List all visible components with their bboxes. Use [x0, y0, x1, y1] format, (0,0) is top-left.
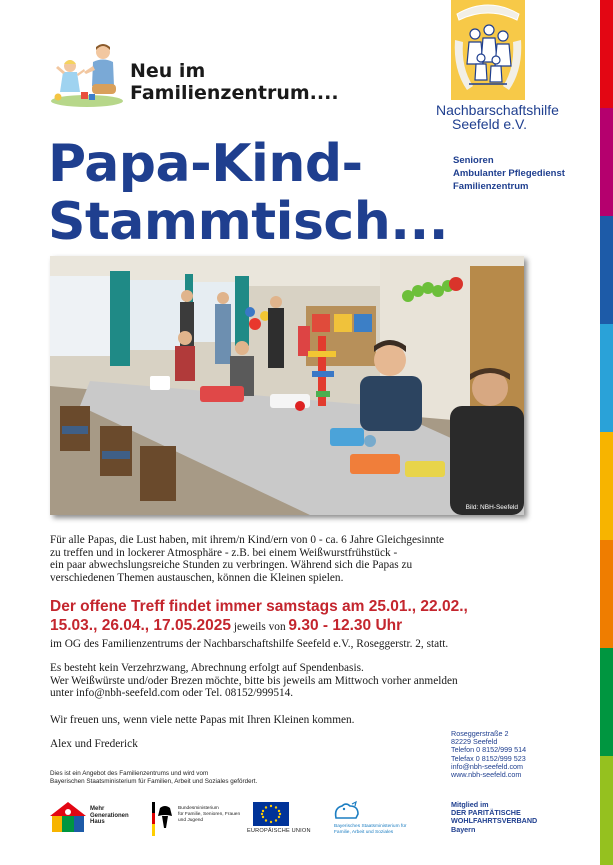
bmfsfj-line: und Jugend [178, 818, 204, 823]
contact-email: info@nbh-seefeld.com [451, 761, 524, 771]
meeting-dates-line-2 [50, 616, 555, 637]
bayern-line: Familie, Arbeit und Soziales [334, 830, 394, 835]
intro-line-2: Familienzentrum.... [130, 82, 339, 104]
service-item: Ambulanter Pflegedienst [453, 168, 565, 179]
title-line-2: Stammtisch... [48, 192, 449, 252]
mehrgenerationenhaus-logo-icon [48, 800, 88, 836]
bmfsfj-line: Bundesministerium [178, 806, 219, 811]
mgh-word: Mehr [90, 806, 105, 812]
nbh-logo [451, 0, 525, 100]
org-name [436, 103, 586, 131]
event-photo [50, 256, 524, 515]
mgh-logo-text [90, 806, 129, 826]
federal-eagle-icon [152, 802, 174, 836]
org-name-line-1: Nachbarschaftshilfe [436, 102, 559, 118]
photo-credit: Bild: NBH-Seefeld [465, 504, 518, 511]
info-line: Es besteht kein Verzehrzwang, Abrechnung erfolgt auf Spendenbasis. [50, 662, 364, 674]
meeting-dates-part: 15.03., 26.04., 17.05.2025 [50, 617, 231, 634]
meeting-dates-line-1: Der offene Treff findet immer samstags am 25.01., 22.02., [50, 598, 468, 615]
photo-scene [50, 256, 524, 515]
signature: Alex und Frederick [50, 738, 138, 750]
intro-line: verschiedenen Themen austauschen, können die Kleinen spielen. [50, 571, 344, 584]
eu-logo-text: EUROPÄISCHE UNION [247, 828, 311, 834]
contact-line: Telefax 0 8152/999 523 [451, 753, 526, 763]
closing-line: Wir freuen uns, wenn viele nette Papas mit Ihren Kleinen kommen. [50, 714, 355, 726]
info-line: unter info@nbh-seefeld.com oder Tel. 08152/999514. [50, 687, 294, 700]
funding-line: Bayerischen Staatsministerium für Familien, Arbeit und Soziales gefördert. [50, 778, 258, 785]
meeting-dates [50, 597, 555, 637]
member-line: Mitglied im [451, 800, 489, 809]
services-list [453, 154, 603, 193]
intro-line: zu treffen und in lockerer Atmosphäre - z.B. bei einem Weißwurstfrühstück - [50, 546, 398, 559]
org-name-line-2: Seefeld e.V. [452, 116, 527, 132]
title-line-1: Papa-Kind- [48, 134, 363, 194]
bayern-ministry-text [334, 824, 407, 836]
contact-line: Telefon 0 8152/999 514 [451, 745, 527, 755]
eu-flag-icon [253, 802, 289, 826]
intro-paragraph [50, 534, 555, 584]
member-line: Bayern [451, 824, 476, 834]
funding-line: Dies ist ein Angebot des Familienzentrums und wird vom [50, 770, 209, 777]
mgh-word: Generationen [90, 812, 129, 819]
service-item: Senioren [453, 155, 494, 166]
intro-heading [130, 60, 430, 104]
bayern-line: Bayerisches Staatsministerium für [334, 824, 407, 829]
funding-note [50, 770, 350, 786]
meeting-jeweils: jeweils von [231, 621, 289, 633]
intro-line: Für alle Papas, die Lust haben, mit ihrem/n Kind/ern von 0 - ca. 6 Jahre Gleichgesinnte [50, 534, 445, 546]
contact-info [451, 730, 591, 779]
contact-line: Roseggerstraße 2 [451, 729, 509, 738]
contact-line: 82229 Seefeld [451, 737, 498, 747]
bavarian-lion-icon [330, 800, 364, 822]
contact-website: www.nbh-seefeld.com [451, 770, 522, 780]
intro-line-1: Neu im [130, 60, 206, 82]
meeting-time: 9.30 - 12.30 Uhr [288, 617, 403, 634]
membership-info [451, 801, 591, 834]
bmfsfj-logo-text [178, 806, 240, 824]
info-paragraph [50, 662, 555, 700]
member-line: WOHLFAHRTSVERBAND [451, 816, 538, 826]
page-title [48, 135, 468, 251]
member-line: DER PARITÄTISCHE [451, 808, 521, 818]
family-illustration [48, 42, 126, 108]
rainbow-edge [600, 0, 613, 865]
bmfsfj-line: für Familie, Senioren, Frauen [178, 812, 241, 817]
location-line: im OG des Familienzentrums der Nachbarschaftshilfe Seefeld e.V., Roseggerstr. 2, statt. [50, 638, 449, 650]
intro-line: ein paar abwechslungsreiche Stunden zu verbringen. Während sich die Papas zu [50, 559, 413, 572]
service-item: Familienzentrum [453, 181, 529, 192]
info-line: Wer Weißwürste und/oder Brezen möchte, bitte bis jeweils am Mittwoch vorher anmelden [50, 674, 458, 687]
mgh-word: Haus [90, 819, 105, 825]
